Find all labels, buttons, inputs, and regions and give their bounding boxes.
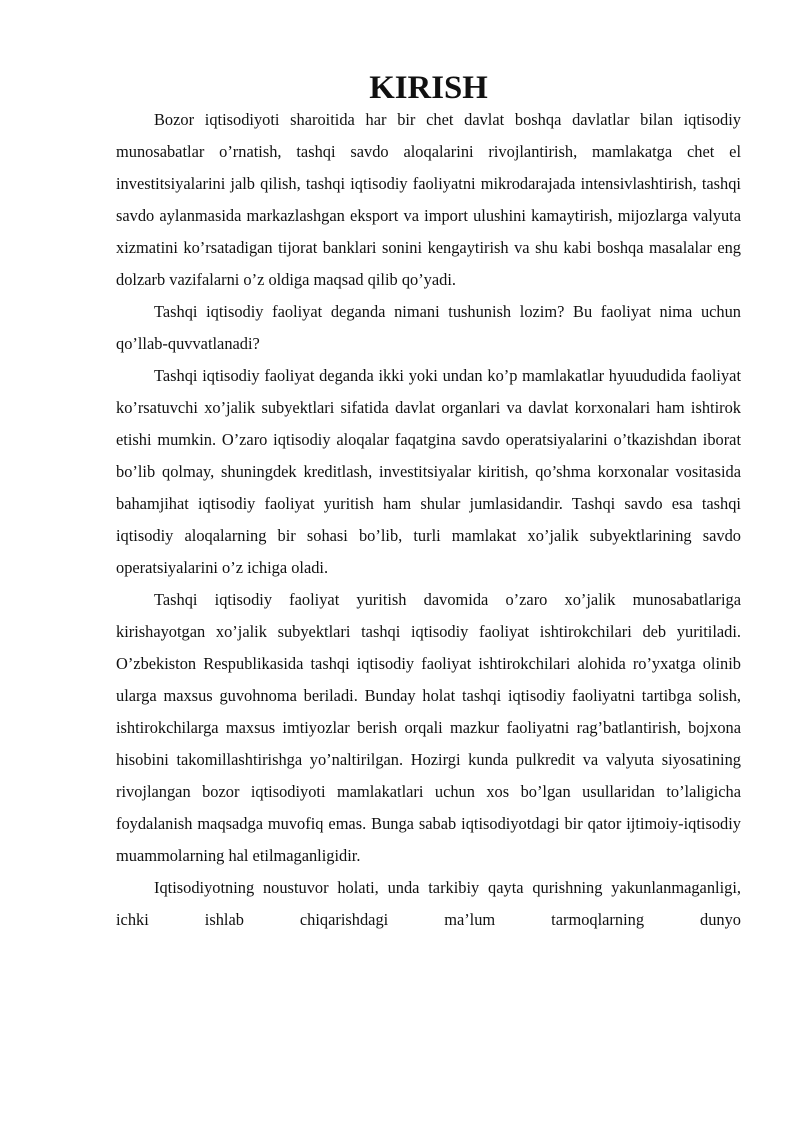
- document-body: [116, 72, 741, 936]
- paragraph-5: Iqtisodiyotning noustuvor holati, unda tarkibiy qayta qurishning yakunlanmaganligi, ichki ishlab chiqarishdagi ma’lum tarmoqlarning dunyo: [116, 878, 741, 929]
- paragraph-4: Tashqi iqtisodiy faoliyat yuritish davomida o’zaro xo’jalik munosabatlariga kirishayotgan xo’jalik subyektlari tashqi iqtisodiy faoliyat ishtirokchilari deb yuritiladi. O’zbekiston Respublikasida tashqi iqtisodiy faoliyat ishtirokchilari alohida ro’yxatga olinib ularga maxsus guvohnoma beriladi. Bunday holat tashqi iqtisodiy faoliyatni tartibga solish, ishtirokchilarga maxsus imtiyozlar berish orqali mazkur faoliyatni rag’batlantirish, bojxona hisobini takomillashtirishga yo’naltirilgan. Hozirgi kunda pulkredit va valyuta siyosatining rivojlangan bozor iqtisodiyoti mamlakatlari uchun xos bo’lgan usullaridan to’laligicha foydalanish maqsadga muvofiq emas. Bunga sabab iqtisodiyotdagi bir qator ijtimoiy-iqtisodiy muammolarning hal etilmaganligidir.: [116, 590, 741, 865]
- page-title: KIRISH: [369, 70, 488, 106]
- paragraph-1: Bozor iqtisodiyoti sharoitida har bir chet davlat boshqa davlatlar bilan iqtisodiy munosabatlar o’rnatish, tashqi savdo aloqalarini rivojlantirish, mamlakatga chet el investitsiyalarini jalb qilish, tashqi iqtisodiy faoliyatni mikrodarajada intensivlashtirish, tashqi savdo aylanmasida markazlashgan eksport va import ulushini kamaytirish, mijozlarga valyuta xizmatini ko’rsatadigan tijorat banklari sonini kengaytirish va shu kabi boshqa masalalar eng dolzarb vazifalarni o’z oldiga maqsad qilib qo’yadi.: [116, 110, 741, 289]
- paragraph-3: Tashqi iqtisodiy faoliyat deganda ikki yoki undan ko’p mamlakatlar hyuududida faoliyat ko’rsatuvchi xo’jalik subyektlari sifatida davlat organlari va davlat korxonalari ham ishtirok etishi mumkin. O’zaro iqtisodiy aloqalar faqatgina savdo operatsiyalarini o’tkazishdan iborat bo’lib qolmay, shuningdek kreditlash, investitsiyalar kiritish, qo’shma korxonalar vositasida bahamjihat iqtisodiy faoliyat yuritish ham shular jumlasidandir. Tashqi savdo esa tashqi iqtisodiy aloqalarning bir sohasi bo’lib, turli mamlakat xo’jalik subyektlarining savdo operatsiyalarini o’z ichiga oladi.: [116, 366, 741, 577]
- paragraph-2: Tashqi iqtisodiy faoliyat deganda nimani tushunish lozim? Bu faoliyat nima uchun qo’llab-quvvatlanadi?: [116, 302, 741, 353]
